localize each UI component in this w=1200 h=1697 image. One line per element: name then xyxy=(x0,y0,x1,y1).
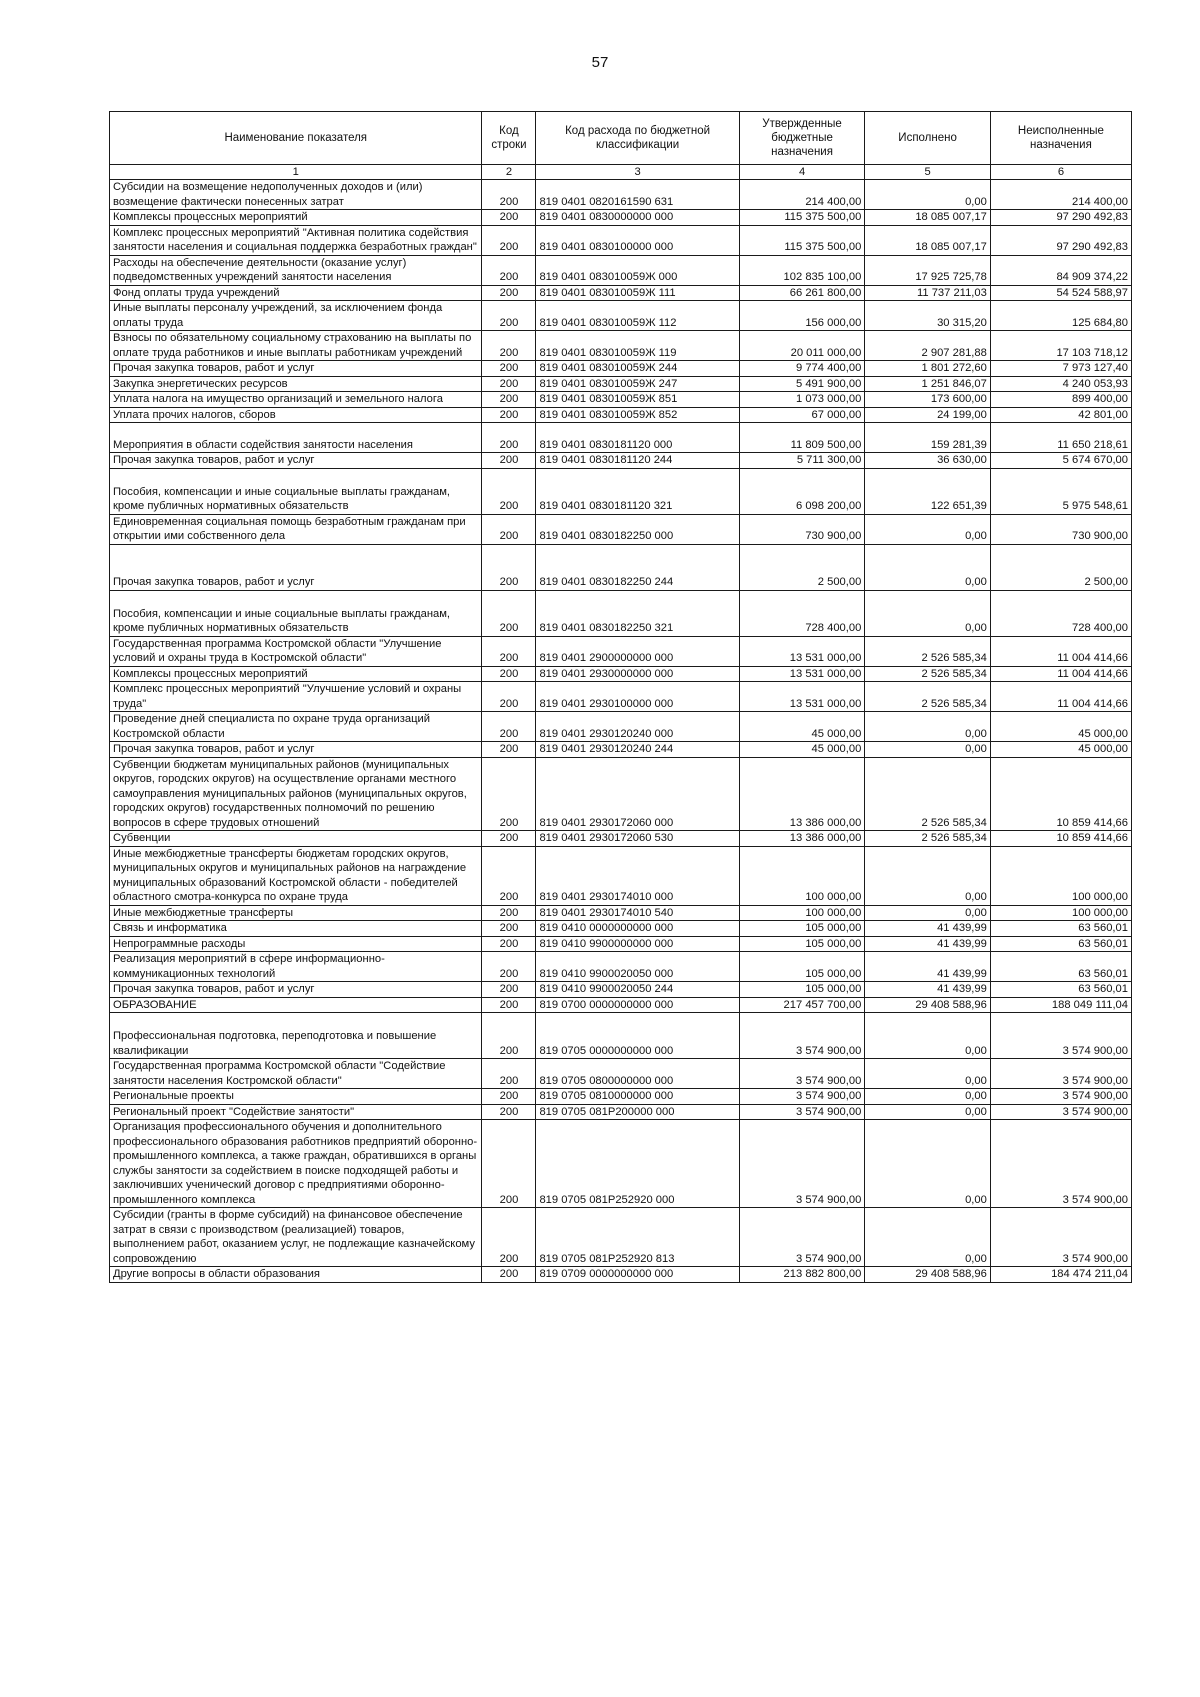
table-row xyxy=(110,1089,1132,1105)
row-indicator-name: Прочая закупка товаров, работ и услуг xyxy=(110,544,482,590)
row-indicator-name: Иные межбюджетные трансферты бюджетам городских округов, муниципальных округов и муниципальных районов на награждение муниципальных образований Костромской области - победителей областного смотра-конкурса по охране труда xyxy=(110,846,482,905)
table-row xyxy=(110,1013,1132,1059)
row-budget-code: 819 0401 2900000000 000 xyxy=(536,636,739,666)
row-indicator-name: Мероприятия в области содействия занятости населения xyxy=(110,423,482,453)
row-budget-code: 819 0401 2930174010 540 xyxy=(536,905,739,921)
row-remaining-amount: 184 474 211,04 xyxy=(990,1267,1131,1283)
row-executed-amount: 0,00 xyxy=(865,1013,991,1059)
row-approved-amount: 6 098 200,00 xyxy=(739,468,865,514)
row-indicator-name: Связь и информатика xyxy=(110,921,482,937)
row-line-code: 200 xyxy=(482,255,536,285)
row-line-code: 200 xyxy=(482,921,536,937)
row-remaining-amount: 100 000,00 xyxy=(990,846,1131,905)
row-indicator-name: Пособия, компенсации и иные социальные выплаты гражданам, кроме публичных нормативных обязательств xyxy=(110,590,482,636)
row-executed-amount: 2 526 585,34 xyxy=(865,636,991,666)
row-executed-amount: 0,00 xyxy=(865,742,991,758)
table-row xyxy=(110,1059,1132,1089)
row-approved-amount: 13 386 000,00 xyxy=(739,831,865,847)
row-budget-code: 819 0401 0830181120 321 xyxy=(536,468,739,514)
row-budget-code: 819 0401 083010059Ж 119 xyxy=(536,331,739,361)
table-row xyxy=(110,997,1132,1013)
column-number: 5 xyxy=(865,165,991,180)
row-approved-amount: 3 574 900,00 xyxy=(739,1089,865,1105)
row-remaining-amount: 63 560,01 xyxy=(990,982,1131,998)
table-row xyxy=(110,301,1132,331)
row-approved-amount: 214 400,00 xyxy=(739,180,865,210)
row-indicator-name: Уплата прочих налогов, сборов xyxy=(110,407,482,423)
row-line-code: 200 xyxy=(482,423,536,453)
row-executed-amount: 2 526 585,34 xyxy=(865,682,991,712)
row-remaining-amount: 899 400,00 xyxy=(990,392,1131,408)
row-approved-amount: 5 711 300,00 xyxy=(739,453,865,469)
row-line-code: 200 xyxy=(482,590,536,636)
row-line-code: 200 xyxy=(482,392,536,408)
row-line-code: 200 xyxy=(482,225,536,255)
row-line-code: 200 xyxy=(482,361,536,377)
row-remaining-amount: 3 574 900,00 xyxy=(990,1208,1131,1267)
row-executed-amount: 0,00 xyxy=(865,1104,991,1120)
row-remaining-amount: 11 650 218,61 xyxy=(990,423,1131,453)
table-row xyxy=(110,225,1132,255)
row-executed-amount: 41 439,99 xyxy=(865,936,991,952)
row-line-code: 200 xyxy=(482,997,536,1013)
row-indicator-name: Единовременная социальная помощь безработным гражданам при открытии ими собственного дела xyxy=(110,514,482,544)
row-budget-code: 819 0401 083010059Ж 111 xyxy=(536,285,739,301)
row-budget-code: 819 0705 0810000000 000 xyxy=(536,1089,739,1105)
row-remaining-amount: 10 859 414,66 xyxy=(990,757,1131,831)
row-approved-amount: 3 574 900,00 xyxy=(739,1059,865,1089)
row-indicator-name: Субсидии (гранты в форме субсидий) на финансовое обеспечение затрат в связи с производством (реализацией) товаров, выполнением работ, оказанием услуг, не подлежащие казначейскому сопровождению xyxy=(110,1208,482,1267)
row-approved-amount: 100 000,00 xyxy=(739,846,865,905)
row-budget-code: 819 0705 081Р252920 813 xyxy=(536,1208,739,1267)
table-row xyxy=(110,712,1132,742)
row-budget-code: 819 0401 083010059Ж 112 xyxy=(536,301,739,331)
column-number-row xyxy=(110,165,1132,180)
row-indicator-name: Комплекс процессных мероприятий "Активная политика содействия занятости населения и социальная поддержка безработных граждан" xyxy=(110,225,482,255)
row-line-code: 200 xyxy=(482,544,536,590)
row-executed-amount: 29 408 588,96 xyxy=(865,1267,991,1283)
row-remaining-amount: 3 574 900,00 xyxy=(990,1059,1131,1089)
row-approved-amount: 66 261 800,00 xyxy=(739,285,865,301)
row-remaining-amount: 4 240 053,93 xyxy=(990,376,1131,392)
row-line-code: 200 xyxy=(482,1267,536,1283)
column-number: 2 xyxy=(482,165,536,180)
row-line-code: 200 xyxy=(482,1013,536,1059)
row-line-code: 200 xyxy=(482,468,536,514)
row-remaining-amount: 728 400,00 xyxy=(990,590,1131,636)
row-indicator-name: Комплексы процессных мероприятий xyxy=(110,666,482,682)
row-approved-amount: 100 000,00 xyxy=(739,905,865,921)
row-budget-code: 819 0401 2930120240 244 xyxy=(536,742,739,758)
row-line-code: 200 xyxy=(482,636,536,666)
row-indicator-name: Прочая закупка товаров, работ и услуг xyxy=(110,982,482,998)
row-budget-code: 819 0401 083010059Ж 000 xyxy=(536,255,739,285)
row-budget-code: 819 0401 2930174010 000 xyxy=(536,846,739,905)
row-remaining-amount: 45 000,00 xyxy=(990,712,1131,742)
row-indicator-name: Профессиональная подготовка, переподготовка и повышение квалификации xyxy=(110,1013,482,1059)
row-indicator-name: Государственная программа Костромской области "Содействие занятости населения Костромской области" xyxy=(110,1059,482,1089)
table-row xyxy=(110,468,1132,514)
row-indicator-name: Субсидии на возмещение недополученных доходов и (или) возмещение фактически понесенных затрат xyxy=(110,180,482,210)
row-line-code: 200 xyxy=(482,285,536,301)
row-remaining-amount: 63 560,01 xyxy=(990,921,1131,937)
row-indicator-name: Прочая закупка товаров, работ и услуг xyxy=(110,453,482,469)
table-row xyxy=(110,666,1132,682)
row-budget-code: 819 0401 2930172060 530 xyxy=(536,831,739,847)
row-budget-code: 819 0401 083010059Ж 852 xyxy=(536,407,739,423)
row-remaining-amount: 3 574 900,00 xyxy=(990,1120,1131,1208)
row-line-code: 200 xyxy=(482,831,536,847)
row-line-code: 200 xyxy=(482,376,536,392)
row-approved-amount: 13 531 000,00 xyxy=(739,666,865,682)
row-indicator-name: Реализация мероприятий в сфере информационно-коммуникационных технологий xyxy=(110,952,482,982)
row-budget-code: 819 0401 0830000000 000 xyxy=(536,210,739,226)
row-indicator-name: Комплексы процессных мероприятий xyxy=(110,210,482,226)
row-line-code: 200 xyxy=(482,742,536,758)
row-approved-amount: 115 375 500,00 xyxy=(739,210,865,226)
row-remaining-amount: 97 290 492,83 xyxy=(990,210,1131,226)
row-budget-code: 819 0401 0830181120 244 xyxy=(536,453,739,469)
column-number: 6 xyxy=(990,165,1131,180)
row-remaining-amount: 45 000,00 xyxy=(990,742,1131,758)
header-line-code: Код строки xyxy=(482,112,536,165)
header-budget-classification-code: Код расхода по бюджетной классификации xyxy=(536,112,739,165)
row-line-code: 200 xyxy=(482,982,536,998)
row-budget-code: 819 0401 0830182250 244 xyxy=(536,544,739,590)
row-executed-amount: 18 085 007,17 xyxy=(865,225,991,255)
row-executed-amount: 0,00 xyxy=(865,590,991,636)
row-remaining-amount: 2 500,00 xyxy=(990,544,1131,590)
row-remaining-amount: 100 000,00 xyxy=(990,905,1131,921)
row-approved-amount: 115 375 500,00 xyxy=(739,225,865,255)
row-line-code: 200 xyxy=(482,1208,536,1267)
row-remaining-amount: 125 684,80 xyxy=(990,301,1131,331)
row-budget-code: 819 0705 081Р200000 000 xyxy=(536,1104,739,1120)
row-line-code: 200 xyxy=(482,846,536,905)
table-row xyxy=(110,423,1132,453)
row-approved-amount: 45 000,00 xyxy=(739,742,865,758)
row-line-code: 200 xyxy=(482,952,536,982)
row-line-code: 200 xyxy=(482,905,536,921)
row-indicator-name: Фонд оплаты труда учреждений xyxy=(110,285,482,301)
table-row xyxy=(110,1120,1132,1208)
table-row xyxy=(110,982,1132,998)
row-line-code: 200 xyxy=(482,936,536,952)
row-executed-amount: 2 907 281,88 xyxy=(865,331,991,361)
row-indicator-name: Региональный проект "Содействие занятости" xyxy=(110,1104,482,1120)
row-budget-code: 819 0401 2930172060 000 xyxy=(536,757,739,831)
row-approved-amount: 105 000,00 xyxy=(739,936,865,952)
row-line-code: 200 xyxy=(482,453,536,469)
row-remaining-amount: 84 909 374,22 xyxy=(990,255,1131,285)
row-approved-amount: 105 000,00 xyxy=(739,952,865,982)
row-remaining-amount: 5 975 548,61 xyxy=(990,468,1131,514)
row-approved-amount: 3 574 900,00 xyxy=(739,1104,865,1120)
table-row xyxy=(110,757,1132,831)
row-approved-amount: 105 000,00 xyxy=(739,921,865,937)
row-budget-code: 819 0401 0830100000 000 xyxy=(536,225,739,255)
row-remaining-amount: 3 574 900,00 xyxy=(990,1013,1131,1059)
row-budget-code: 819 0705 081Р252920 000 xyxy=(536,1120,739,1208)
row-line-code: 200 xyxy=(482,1089,536,1105)
row-budget-code: 819 0401 083010059Ж 247 xyxy=(536,376,739,392)
row-approved-amount: 13 531 000,00 xyxy=(739,636,865,666)
row-line-code: 200 xyxy=(482,301,536,331)
row-executed-amount: 0,00 xyxy=(865,712,991,742)
row-executed-amount: 11 737 211,03 xyxy=(865,285,991,301)
row-approved-amount: 728 400,00 xyxy=(739,590,865,636)
row-executed-amount: 1 801 272,60 xyxy=(865,361,991,377)
row-budget-code: 819 0401 083010059Ж 851 xyxy=(536,392,739,408)
row-line-code: 200 xyxy=(482,1059,536,1089)
table-row xyxy=(110,285,1132,301)
row-remaining-amount: 42 801,00 xyxy=(990,407,1131,423)
row-executed-amount: 36 630,00 xyxy=(865,453,991,469)
row-budget-code: 819 0410 9900020050 000 xyxy=(536,952,739,982)
row-approved-amount: 20 011 000,00 xyxy=(739,331,865,361)
table-row xyxy=(110,544,1132,590)
row-line-code: 200 xyxy=(482,210,536,226)
header-approved-appropriations: Утвержденные бюджетные назначения xyxy=(739,112,865,165)
row-approved-amount: 13 531 000,00 xyxy=(739,682,865,712)
row-remaining-amount: 214 400,00 xyxy=(990,180,1131,210)
row-indicator-name: Государственная программа Костромской области "Улучшение условий и охраны труда в Костромской области" xyxy=(110,636,482,666)
row-approved-amount: 213 882 800,00 xyxy=(739,1267,865,1283)
row-indicator-name: Другие вопросы в области образования xyxy=(110,1267,482,1283)
row-budget-code: 819 0401 0830181120 000 xyxy=(536,423,739,453)
table-row xyxy=(110,682,1132,712)
row-indicator-name: Пособия, компенсации и иные социальные выплаты гражданам, кроме публичных нормативных обязательств xyxy=(110,468,482,514)
column-number: 3 xyxy=(536,165,739,180)
row-remaining-amount: 11 004 414,66 xyxy=(990,636,1131,666)
row-line-code: 200 xyxy=(482,682,536,712)
row-executed-amount: 41 439,99 xyxy=(865,982,991,998)
table-row xyxy=(110,376,1132,392)
row-remaining-amount: 54 524 588,97 xyxy=(990,285,1131,301)
column-number: 1 xyxy=(110,165,482,180)
row-executed-amount: 0,00 xyxy=(865,905,991,921)
row-approved-amount: 217 457 700,00 xyxy=(739,997,865,1013)
row-approved-amount: 105 000,00 xyxy=(739,982,865,998)
table-row xyxy=(110,255,1132,285)
row-remaining-amount: 7 973 127,40 xyxy=(990,361,1131,377)
table-row xyxy=(110,952,1132,982)
row-budget-code: 819 0410 9900020050 244 xyxy=(536,982,739,998)
row-remaining-amount: 3 574 900,00 xyxy=(990,1104,1131,1120)
row-executed-amount: 30 315,20 xyxy=(865,301,991,331)
table-row xyxy=(110,936,1132,952)
header-executed: Исполнено xyxy=(865,112,991,165)
row-executed-amount: 0,00 xyxy=(865,544,991,590)
row-budget-code: 819 0401 0830182250 000 xyxy=(536,514,739,544)
row-budget-code: 819 0700 0000000000 000 xyxy=(536,997,739,1013)
row-indicator-name: Расходы на обеспечение деятельности (оказание услуг) подведомственных учреждений занятости населения xyxy=(110,255,482,285)
header-unexecuted-appropriations: Неисполненные назначения xyxy=(990,112,1131,165)
row-executed-amount: 0,00 xyxy=(865,846,991,905)
row-budget-code: 819 0401 0830182250 321 xyxy=(536,590,739,636)
row-executed-amount: 0,00 xyxy=(865,1089,991,1105)
row-remaining-amount: 11 004 414,66 xyxy=(990,666,1131,682)
row-approved-amount: 5 491 900,00 xyxy=(739,376,865,392)
row-executed-amount: 2 526 585,34 xyxy=(865,831,991,847)
row-executed-amount: 0,00 xyxy=(865,1208,991,1267)
row-approved-amount: 3 574 900,00 xyxy=(739,1013,865,1059)
row-indicator-name: Комплекс процессных мероприятий "Улучшение условий и охраны труда" xyxy=(110,682,482,712)
row-executed-amount: 159 281,39 xyxy=(865,423,991,453)
row-line-code: 200 xyxy=(482,666,536,682)
row-indicator-name: Субвенции бюджетам муниципальных районов (муниципальных округов, городских округов) на осуществление органами местного самоуправления муниципальных районов (муниципальных округов, городских округов) государственных полномочий по решению вопросов в сфере трудовых отношений xyxy=(110,757,482,831)
table-row xyxy=(110,742,1132,758)
row-budget-code: 819 0709 0000000000 000 xyxy=(536,1267,739,1283)
row-remaining-amount: 5 674 670,00 xyxy=(990,453,1131,469)
row-approved-amount: 102 835 100,00 xyxy=(739,255,865,285)
row-remaining-amount: 63 560,01 xyxy=(990,936,1131,952)
row-remaining-amount: 17 103 718,12 xyxy=(990,331,1131,361)
row-indicator-name: Взносы по обязательному социальному страхованию на выплаты по оплате труда работников и иные выплаты работникам учреждений xyxy=(110,331,482,361)
row-line-code: 200 xyxy=(482,407,536,423)
row-executed-amount: 0,00 xyxy=(865,180,991,210)
row-remaining-amount: 10 859 414,66 xyxy=(990,831,1131,847)
row-executed-amount: 173 600,00 xyxy=(865,392,991,408)
row-indicator-name: ОБРАЗОВАНИЕ xyxy=(110,997,482,1013)
row-remaining-amount: 11 004 414,66 xyxy=(990,682,1131,712)
row-budget-code: 819 0410 9900000000 000 xyxy=(536,936,739,952)
row-executed-amount: 41 439,99 xyxy=(865,921,991,937)
row-budget-code: 819 0705 0800000000 000 xyxy=(536,1059,739,1089)
row-budget-code: 819 0401 2930100000 000 xyxy=(536,682,739,712)
row-executed-amount: 0,00 xyxy=(865,1120,991,1208)
table-row xyxy=(110,1104,1132,1120)
row-budget-code: 819 0401 2930000000 000 xyxy=(536,666,739,682)
row-executed-amount: 1 251 846,07 xyxy=(865,376,991,392)
row-approved-amount: 730 900,00 xyxy=(739,514,865,544)
row-approved-amount: 13 386 000,00 xyxy=(739,757,865,831)
row-budget-code: 819 0401 0820161590 631 xyxy=(536,180,739,210)
row-line-code: 200 xyxy=(482,1104,536,1120)
row-remaining-amount: 97 290 492,83 xyxy=(990,225,1131,255)
row-executed-amount: 41 439,99 xyxy=(865,952,991,982)
row-approved-amount: 1 073 000,00 xyxy=(739,392,865,408)
table-row xyxy=(110,1208,1132,1267)
row-approved-amount: 2 500,00 xyxy=(739,544,865,590)
row-executed-amount: 2 526 585,34 xyxy=(865,666,991,682)
table-row xyxy=(110,361,1132,377)
table-row xyxy=(110,905,1132,921)
row-remaining-amount: 188 049 111,04 xyxy=(990,997,1131,1013)
table-row xyxy=(110,831,1132,847)
row-executed-amount: 24 199,00 xyxy=(865,407,991,423)
table-header-row xyxy=(110,112,1132,165)
row-indicator-name: Закупка энергетических ресурсов xyxy=(110,376,482,392)
row-executed-amount: 0,00 xyxy=(865,1059,991,1089)
row-line-code: 200 xyxy=(482,757,536,831)
table-row xyxy=(110,331,1132,361)
row-executed-amount: 17 925 725,78 xyxy=(865,255,991,285)
table-body xyxy=(110,180,1132,1283)
table-row xyxy=(110,407,1132,423)
row-line-code: 200 xyxy=(482,514,536,544)
table-row xyxy=(110,180,1132,210)
budget-execution-table xyxy=(109,111,1132,1283)
row-executed-amount: 2 526 585,34 xyxy=(865,757,991,831)
row-remaining-amount: 730 900,00 xyxy=(990,514,1131,544)
row-approved-amount: 3 574 900,00 xyxy=(739,1208,865,1267)
column-number: 4 xyxy=(739,165,865,180)
row-executed-amount: 29 408 588,96 xyxy=(865,997,991,1013)
row-indicator-name: Иные выплаты персоналу учреждений, за исключением фонда оплаты труда xyxy=(110,301,482,331)
table-row xyxy=(110,1267,1132,1283)
row-executed-amount: 0,00 xyxy=(865,514,991,544)
row-budget-code: 819 0401 2930120240 000 xyxy=(536,712,739,742)
page-number: 57 xyxy=(591,54,609,71)
row-budget-code: 819 0705 0000000000 000 xyxy=(536,1013,739,1059)
row-approved-amount: 156 000,00 xyxy=(739,301,865,331)
row-remaining-amount: 3 574 900,00 xyxy=(990,1089,1131,1105)
row-approved-amount: 45 000,00 xyxy=(739,712,865,742)
row-budget-code: 819 0410 0000000000 000 xyxy=(536,921,739,937)
row-executed-amount: 18 085 007,17 xyxy=(865,210,991,226)
row-indicator-name: Непрограммные расходы xyxy=(110,936,482,952)
row-approved-amount: 3 574 900,00 xyxy=(739,1120,865,1208)
row-indicator-name: Проведение дней специалиста по охране труда организаций Костромской области xyxy=(110,712,482,742)
row-indicator-name: Иные межбюджетные трансферты xyxy=(110,905,482,921)
table-row xyxy=(110,514,1132,544)
header-indicator-name: Наименование показателя xyxy=(110,112,482,165)
table-row xyxy=(110,453,1132,469)
table-row xyxy=(110,392,1132,408)
row-budget-code: 819 0401 083010059Ж 244 xyxy=(536,361,739,377)
row-line-code: 200 xyxy=(482,712,536,742)
row-line-code: 200 xyxy=(482,1120,536,1208)
row-executed-amount: 122 651,39 xyxy=(865,468,991,514)
table-row xyxy=(110,210,1132,226)
row-indicator-name: Уплата налога на имущество организаций и земельного налога xyxy=(110,392,482,408)
table-row xyxy=(110,846,1132,905)
row-approved-amount: 11 809 500,00 xyxy=(739,423,865,453)
row-line-code: 200 xyxy=(482,331,536,361)
row-indicator-name: Субвенции xyxy=(110,831,482,847)
table-row xyxy=(110,921,1132,937)
row-remaining-amount: 63 560,01 xyxy=(990,952,1131,982)
row-indicator-name: Региональные проекты xyxy=(110,1089,482,1105)
row-indicator-name: Прочая закупка товаров, работ и услуг xyxy=(110,361,482,377)
row-line-code: 200 xyxy=(482,180,536,210)
row-indicator-name: Организация профессионального обучения и дополнительного профессионального образования работников предприятий оборонно-промышленного комплекса, а также граждан, обратившихся в органы службы занятости за содействием в поиске подходящей работы и заключивших ученический договор с предприятиями оборонно-промышленного комплекса xyxy=(110,1120,482,1208)
table-row xyxy=(110,636,1132,666)
row-approved-amount: 67 000,00 xyxy=(739,407,865,423)
table-row xyxy=(110,590,1132,636)
row-indicator-name: Прочая закупка товаров, работ и услуг xyxy=(110,742,482,758)
row-approved-amount: 9 774 400,00 xyxy=(739,361,865,377)
